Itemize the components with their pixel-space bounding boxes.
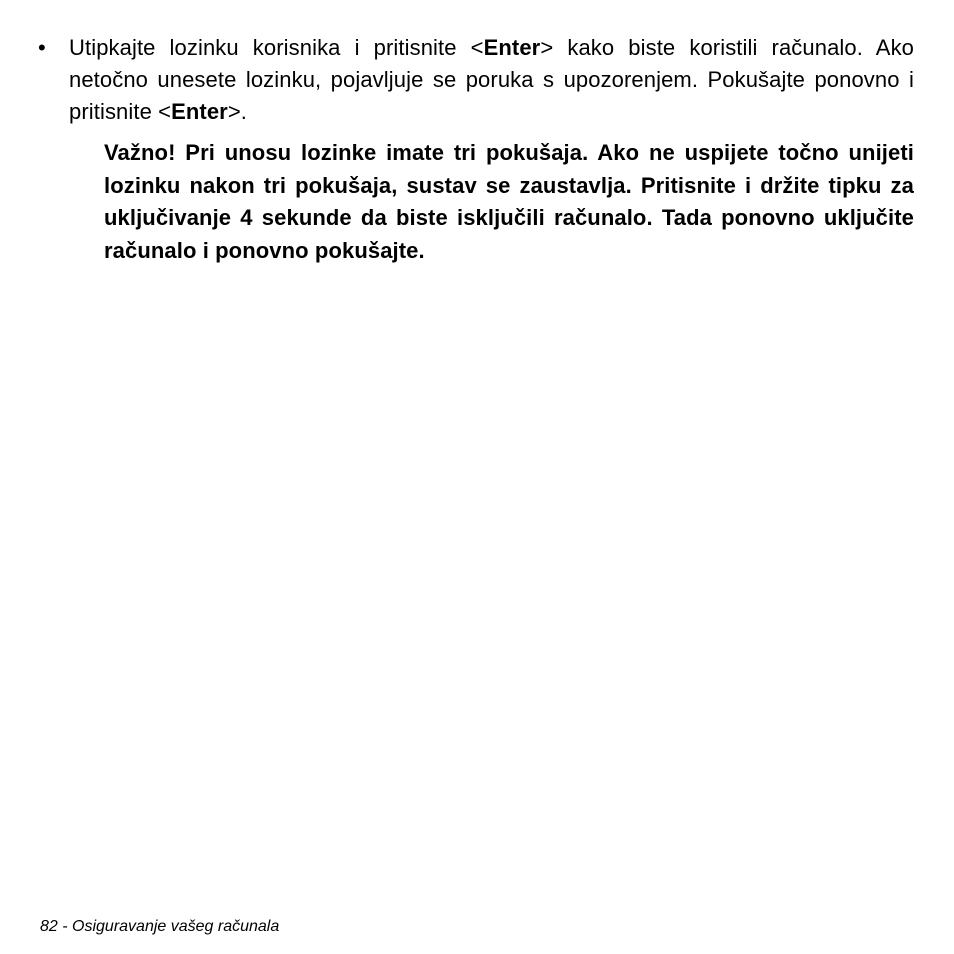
enter-key-label-1: Enter <box>483 35 541 60</box>
bullet-paragraph <box>69 32 914 128</box>
important-note: Važno! Pri unosu lozinke imate tri pokušaja. Ako ne uspijete točno unijeti lozinku nakon tri pokušaja, sustav se zaustavlja. Pritisnite i držite tipku za uključivanje 4 sekunde da biste isključili računalo. Tada ponovno uključite računalo i ponovno pokušajte. <box>104 140 914 263</box>
bullet-text-part1: Utipkajte lozinku korisnika i pritisnite < <box>69 35 484 60</box>
bullet-text-part2: > kako biste koristili računalo. Ako netočno unesete lozinku, pojavljuje se poruka s upozorenjem. Pokušajte ponovno i pritisnite < <box>69 35 914 124</box>
page-footer: 82 - Osiguravanje vašeg računala <box>40 918 280 935</box>
bullet-marker: • <box>38 35 46 60</box>
enter-key-label-2: Enter <box>171 99 228 124</box>
bullet-list-item <box>38 32 914 128</box>
bullet-text-part3: >. <box>227 99 248 124</box>
